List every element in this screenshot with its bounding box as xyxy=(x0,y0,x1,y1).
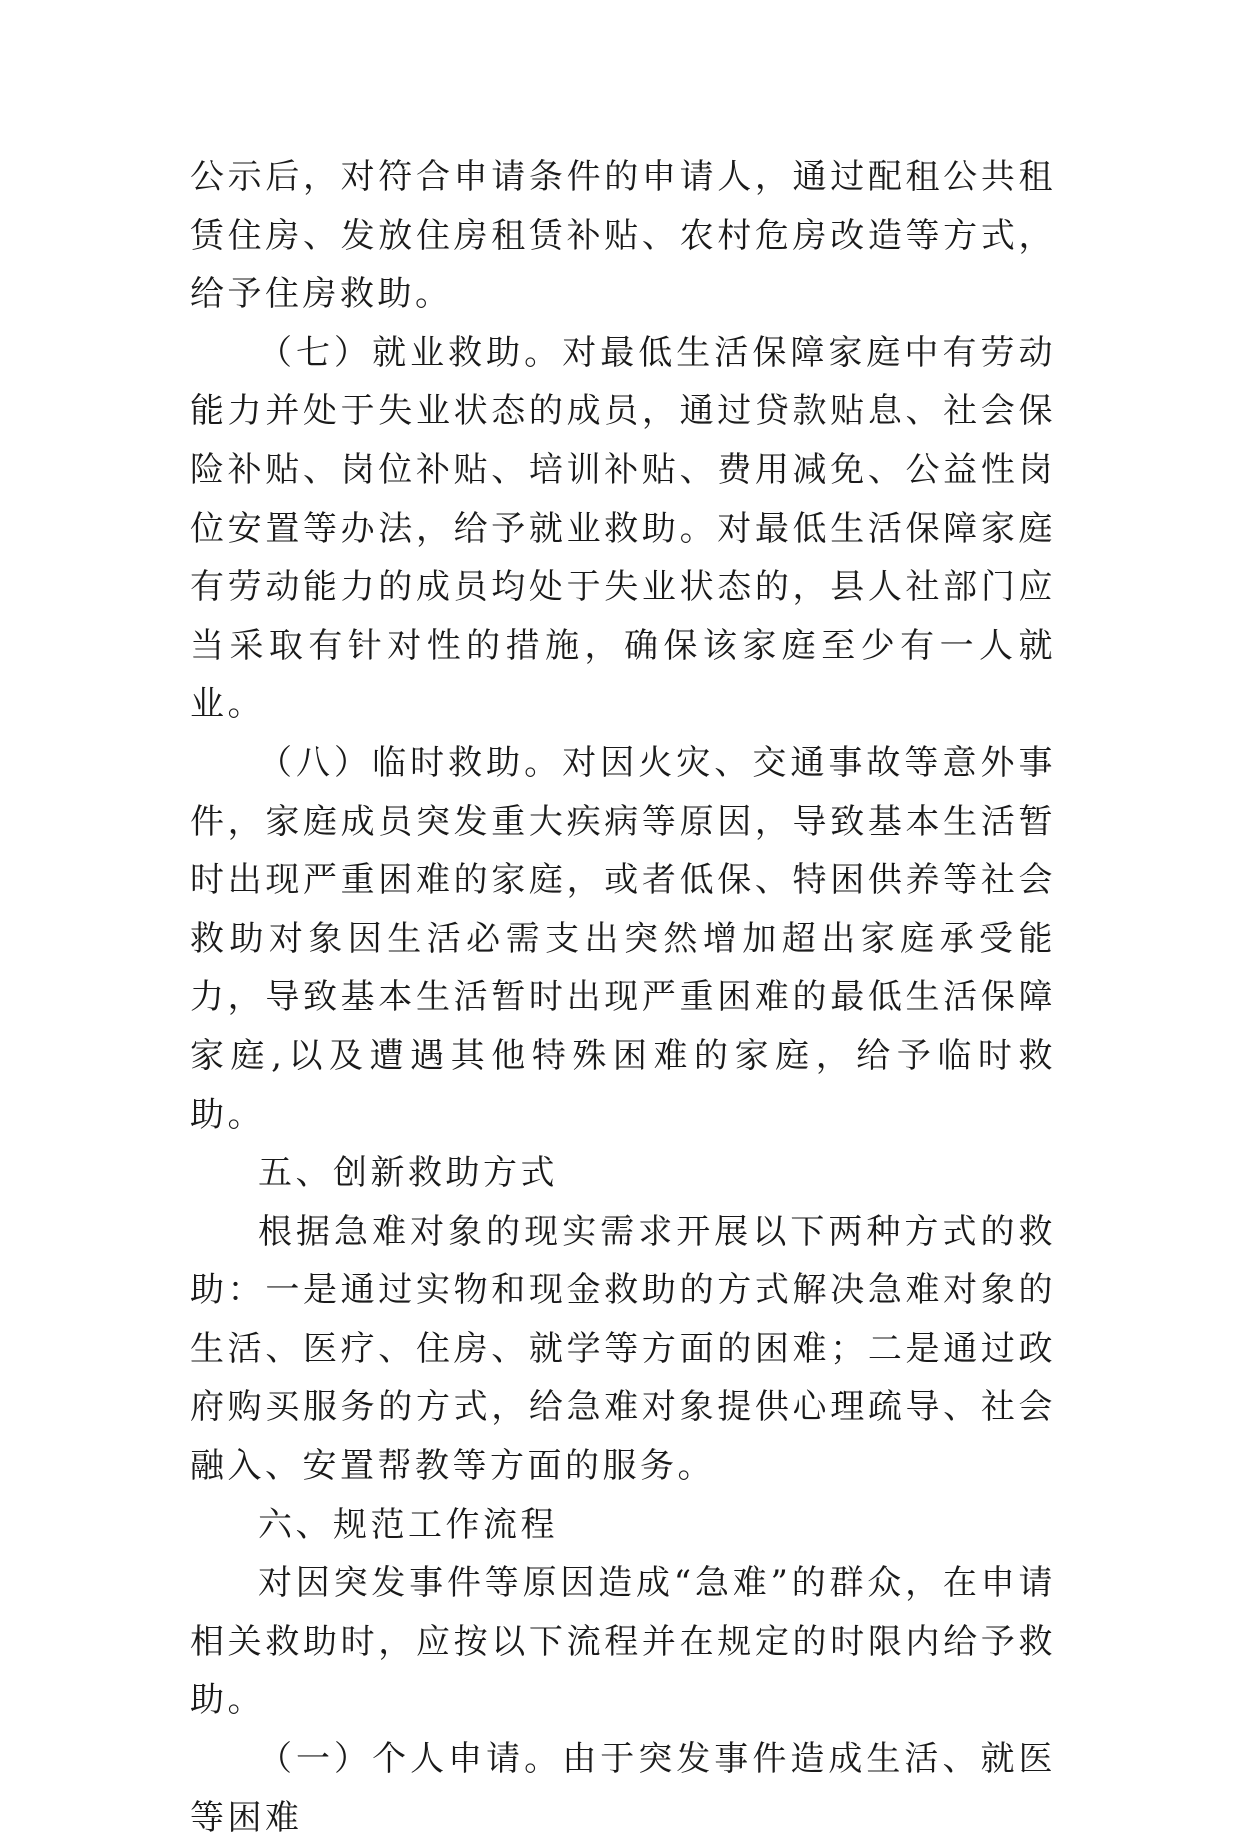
paragraph-employment-assistance: （七）就业救助。对最低生活保障家庭中有劳动能力并处于失业状态的成员，通过贷款贴息、社会保险补贴、岗位补贴、培训补贴、费用减免、公益性岗位安置等办法，给予就业救助。对最低生活保障家庭有劳动能力的成员均处于失业状态的，县人社部门应当采取有针对性的措施，确保该家庭至少有一人就业。 xyxy=(190,332,1056,725)
section-heading-standardize-workflow: 六、规范工作流程 xyxy=(258,1504,558,1545)
paragraph-workflow-intro: 对因突发事件等原因造成“急难”的群众，在申请相关救助时，应按以下流程并在规定的时限内给予救助。 xyxy=(190,1563,1056,1721)
document-body xyxy=(190,148,1056,1847)
paragraph-assistance-methods: 根据急难对象的现实需求开展以下两种方式的救助：一是通过实物和现金救助的方式解决急难对象的生活、医疗、住房、就学等方面的困难；二是通过政府购买服务的方式，给急难对象提供心理疏导、社会融入、安置帮教等方面的服务。 xyxy=(190,1211,1056,1487)
paragraph-temporary-assistance: （八）临时救助。对因火灾、交通事故等意外事件，家庭成员突发重大疾病等原因，导致基本生活暂时出现严重困难的家庭，或者低保、特困供养等社会救助对象因生活必需支出突然增加超出家庭承受能力，导致基本生活暂时出现严重困难的最低生活保障家庭,以及遭遇其他特殊困难的家庭，给予临时救助。 xyxy=(190,742,1056,1135)
paragraph-housing-assistance-end: 公示后，对符合申请条件的申请人，通过配租公共租赁住房、发放住房租赁补贴、农村危房改造等方式，给予住房救助。 xyxy=(190,157,1056,315)
section-heading-innovate-methods: 五、创新救助方式 xyxy=(258,1153,558,1194)
paragraph-personal-application: （一）个人申请。由于突发事件造成生活、就医等困难 xyxy=(190,1739,1056,1838)
